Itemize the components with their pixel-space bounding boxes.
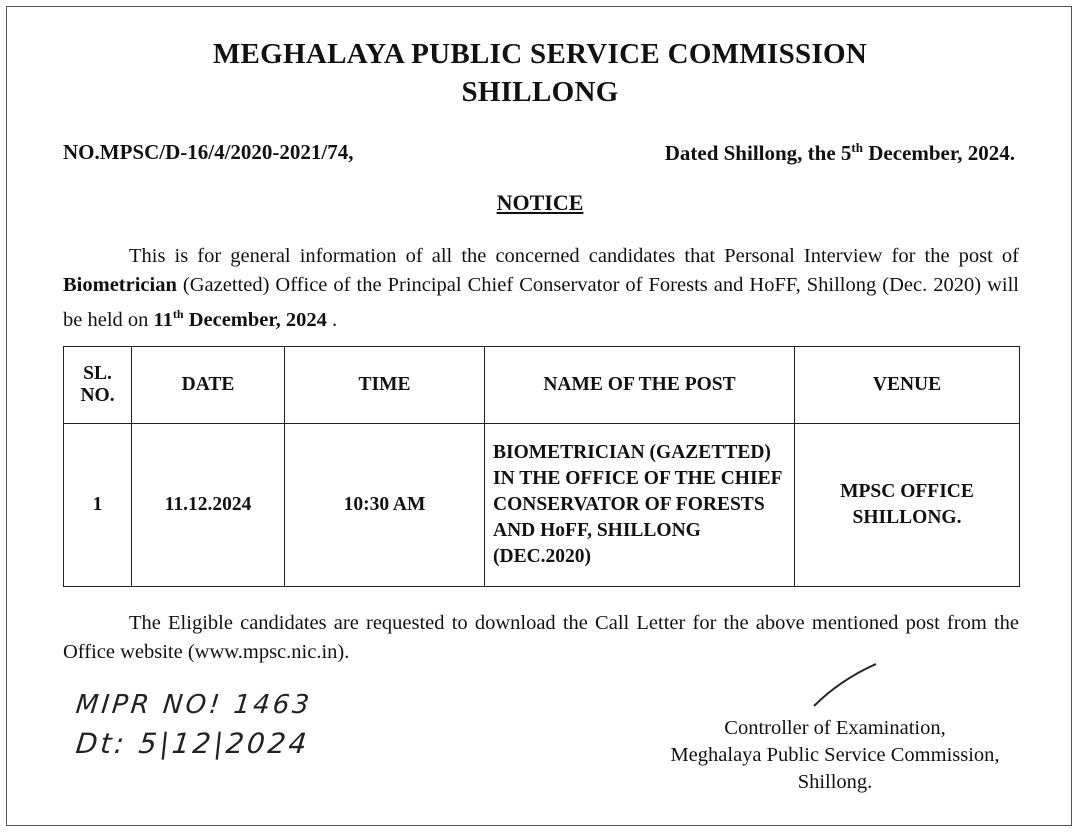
para1-post-name: Biometrician	[63, 274, 177, 296]
notice-paragraph-2	[63, 609, 1019, 667]
cell-sl-no: 1	[64, 424, 132, 587]
header-post: NAME OF THE POST	[485, 347, 795, 424]
table-row	[64, 424, 1020, 587]
para1-text-1: This is for general information of all the concerned candidates that Personal Interview for the post of	[129, 245, 1019, 267]
organization-city: SHILLONG	[461, 76, 619, 108]
header-date: DATE	[132, 347, 285, 424]
signature-mark	[810, 660, 880, 710]
header-time: TIME	[285, 347, 485, 424]
notice-paragraph-1	[63, 242, 1019, 335]
signatory-city: Shillong.	[797, 771, 873, 793]
handwritten-mipr-number: MIPR NO! 1463	[74, 690, 314, 720]
signatory-block	[640, 715, 1030, 796]
para1-interview-date: 11th December, 2024	[153, 307, 327, 331]
para2-text: The Eligible candidates are requested to download the Call Letter for the above mentioned post from the Office website (www.mpsc.nic.in).	[63, 612, 1019, 663]
organization-title: MEGHALAYA PUBLIC SERVICE COMMISSION	[212, 38, 868, 70]
interview-schedule-table	[63, 346, 1020, 587]
para1-text-2: (Gazetted) Office of the Principal Chief Conservator of Forests and HoFF, Shillong (Dec. 2020) will be held on	[63, 274, 1019, 331]
dated-line	[665, 140, 1015, 166]
cell-time: 10:30 AM	[285, 424, 485, 587]
header-venue: VENUE	[795, 347, 1020, 424]
notice-heading: NOTICE	[496, 190, 584, 215]
cell-post: BIOMETRICIAN (GAZETTED) IN THE OFFICE OF THE CHIEF CONSERVATOR OF FORESTS AND HoFF, SHILLONG (DEC.2020)	[485, 424, 795, 587]
signatory-organization: Meghalaya Public Service Commission,	[670, 744, 1000, 766]
header-sl-no: SL. NO.	[64, 347, 132, 424]
cell-date: 11.12.2024	[132, 424, 285, 587]
cell-venue: MPSC OFFICE SHILLONG.	[795, 424, 1020, 587]
dated-prefix: Dated Shillong, the 5	[664, 141, 852, 165]
handwritten-date: Dt: 5|12|2024	[74, 727, 312, 760]
para1-end: .	[326, 308, 338, 331]
dated-suffix: December, 2024.	[862, 141, 1015, 165]
reference-number: NO.MPSC/D-16/4/2020-2021/74,	[63, 140, 354, 164]
table-header-row	[64, 347, 1020, 424]
signatory-designation: Controller of Examination,	[724, 717, 946, 739]
dated-suffix-ordinal: th	[851, 140, 863, 155]
